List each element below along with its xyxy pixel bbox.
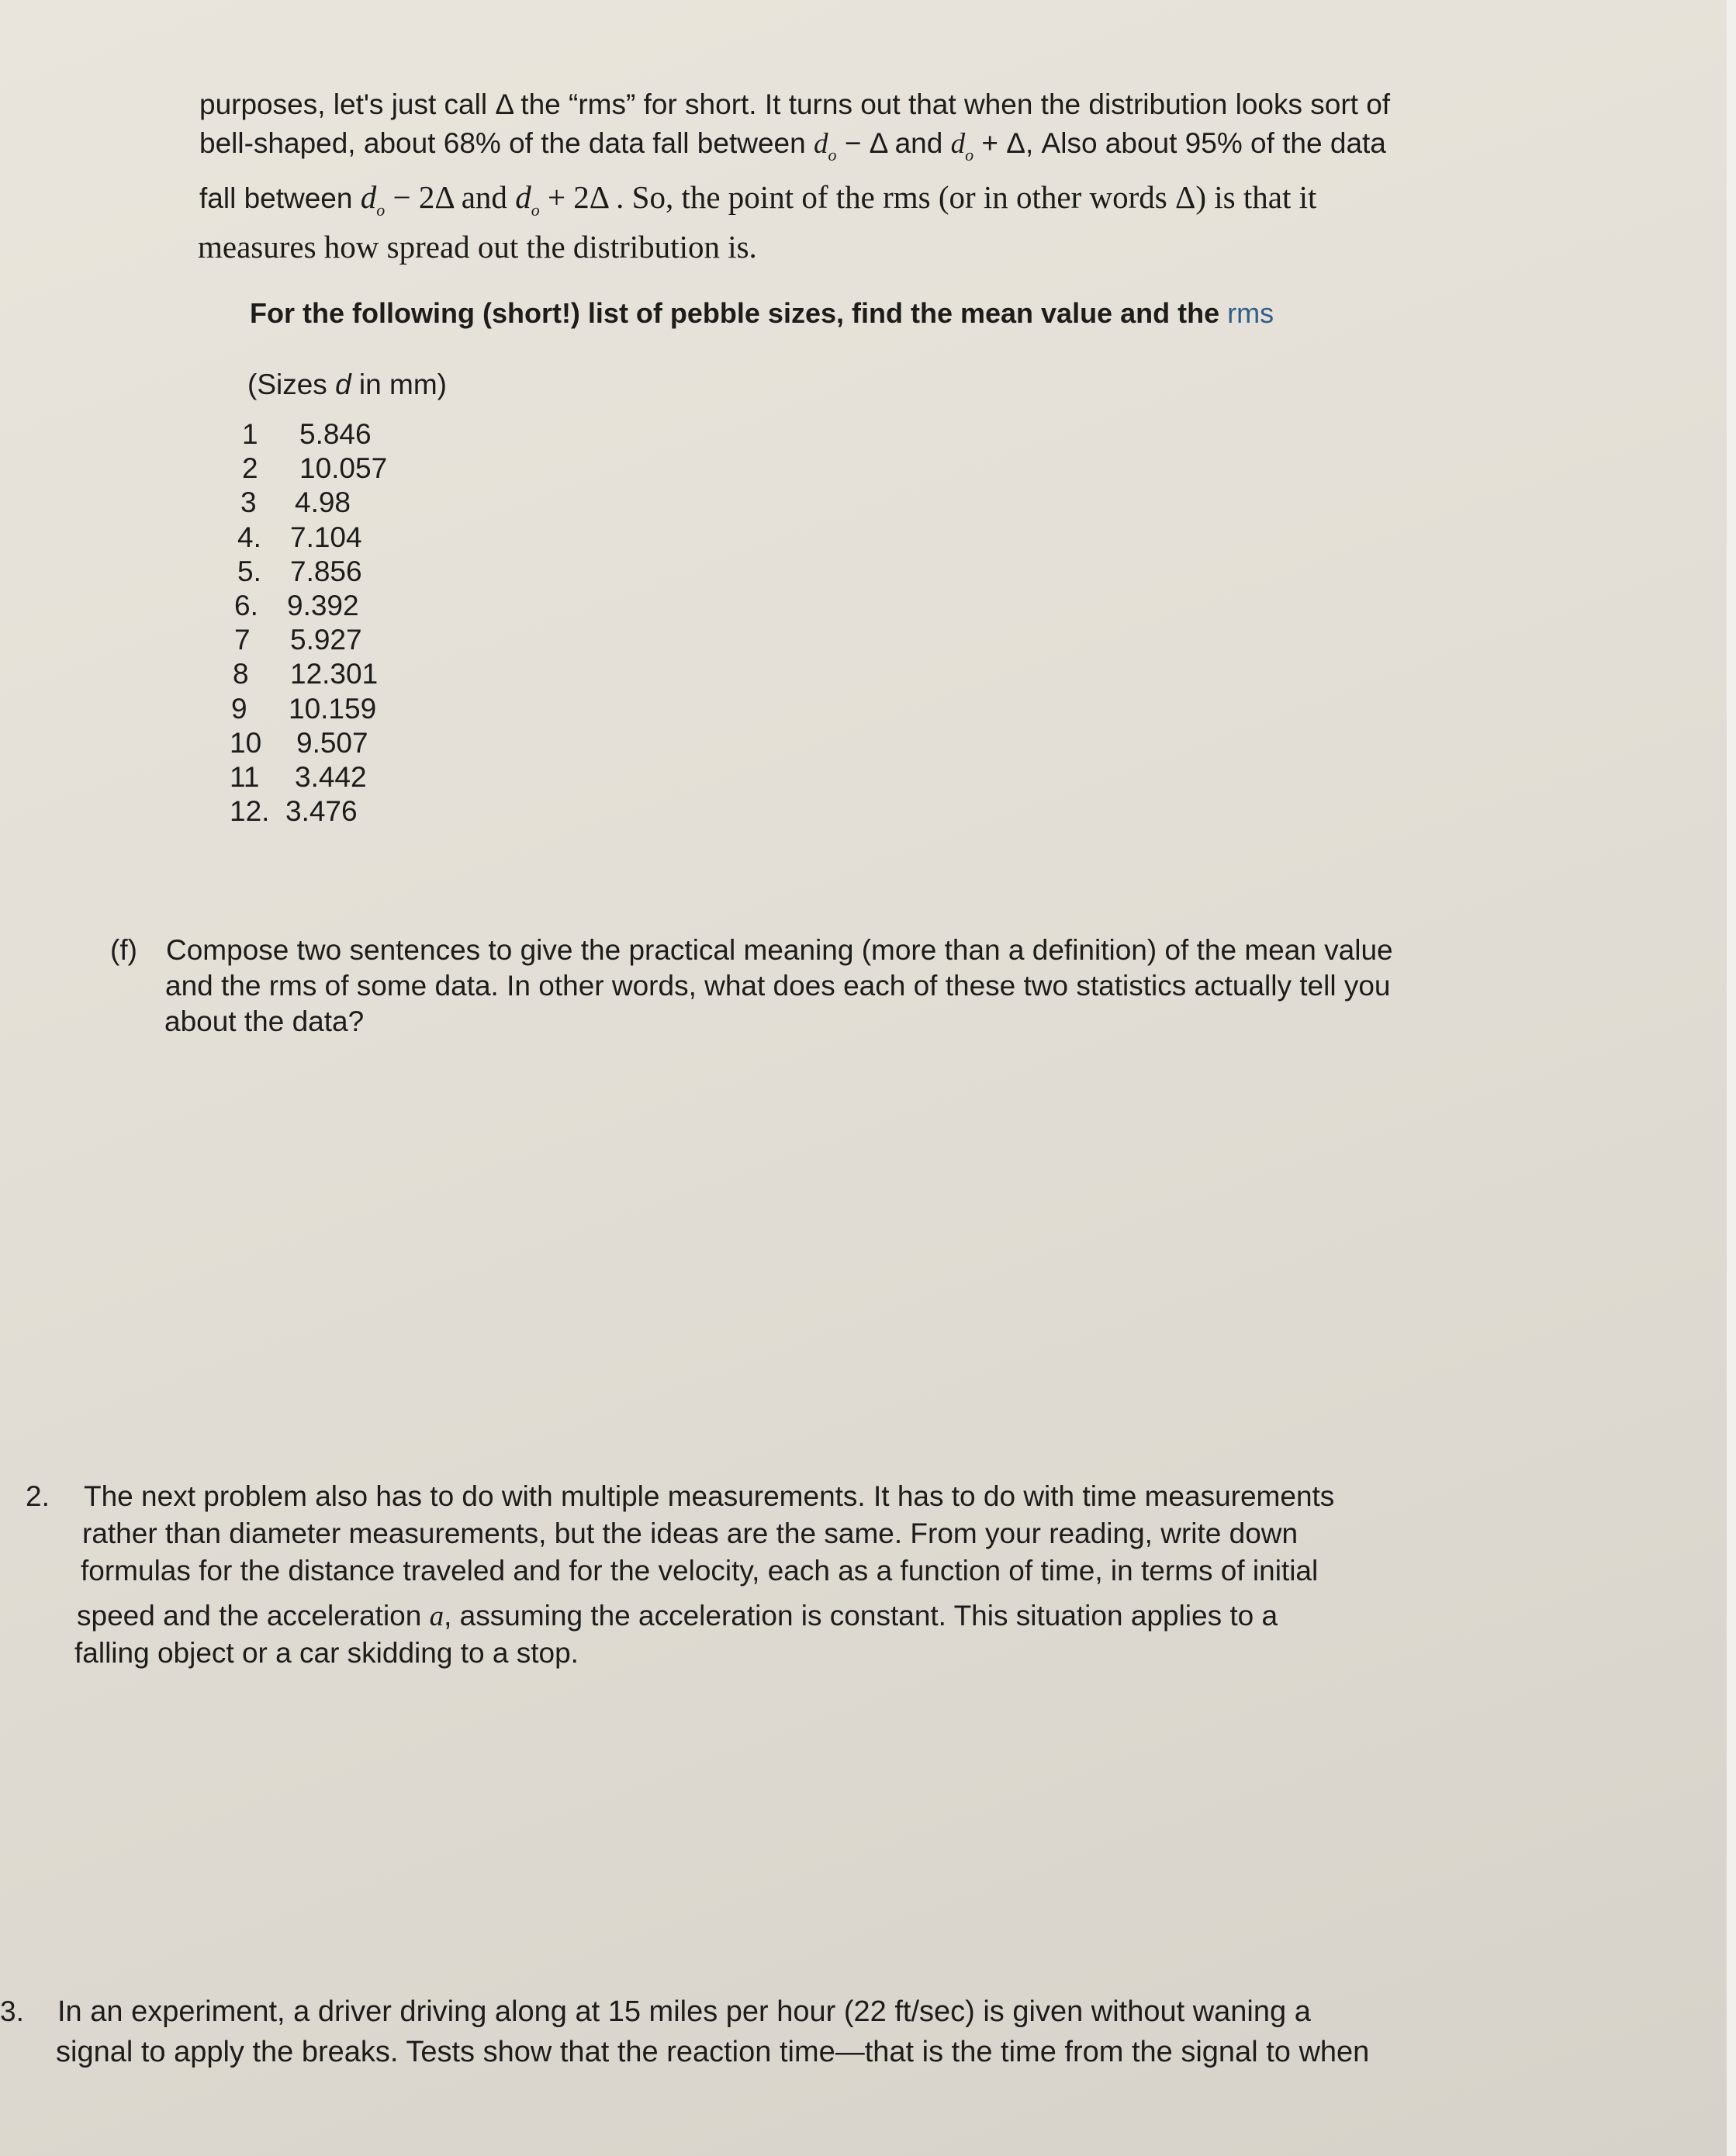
pebble-size: 3.442 [295,761,367,793]
pebble-index: 5. [237,555,261,587]
pebble-size: 9.392 [287,590,359,621]
text: in mm) [351,369,447,400]
math-d: d [813,128,828,160]
problem-2-line-2: rather than diameter measurements, but the ideas are the same. From your reading, write down [82,1518,1299,1549]
rms-term: rms [1227,297,1274,329]
intro-line-1: purposes, let's just call Δ the “rms” for short. It turns out that when the distribution looks sort of [199,88,1391,120]
pebble-index: 2 [242,452,258,485]
task-instruction [250,299,1274,327]
math-d: d [515,179,531,215]
units-label [247,370,447,399]
pebble-size: 3.476 [285,795,358,828]
pebble-index: 10 [230,726,262,759]
math-a: a [429,1601,444,1632]
problem-2-line-1: The next problem also has to do with multiple measurements. It has to do with time measurements [84,1480,1335,1512]
text: speed and the acceleration [77,1600,430,1632]
intro-line-2 [199,129,1386,164]
pebble-size: 10.057 [299,452,388,485]
pebble-size: 5.846 [299,418,372,450]
part-f-line-2: and the rms of some data. In other words, what does each of these two statistics actually tell you [165,970,1391,1002]
intro-line-4: measures how spread out the distribution is. [198,229,757,265]
pebble-index: 8 [233,658,249,690]
pebble-index: 6. [234,590,258,621]
text: bell-shaped, about 68% of the data fall between [199,127,814,159]
pebble-index: 11 [230,761,260,793]
pebble-size: 10.159 [289,692,377,725]
pebble-index: 1 [242,418,258,450]
pebble-index: 3 [240,486,257,519]
problem-3-line-2: signal to apply the breaks. Tests show that the reaction time—that is the time from the signal to when [56,2036,1370,2068]
part-f-label: (f) [110,934,137,966]
subscript: o [531,200,540,220]
problem-3-line-1: In an experiment, a driver driving along at 15 miles per hour (22 ft/sec) is given without waning a [57,1995,1311,2028]
pebble-size: 12.301 [290,658,379,690]
text: + 2Δ . So, the point of the rms (or in other words Δ) is that it [539,179,1317,215]
subscript: o [376,200,386,220]
part-f-line-3: about the data? [164,1005,365,1037]
problem-2-label: 2. [26,1480,50,1512]
text: + Δ, Also about 95% of the data [973,127,1386,159]
pebble-index: 12. [230,795,270,828]
pebble-index: 9 [231,692,247,725]
problem-2-line-3: formulas for the distance traveled and for the velocity, each as a function of time, in terms of initial [81,1555,1319,1587]
pebble-index: 7 [234,624,251,656]
math-d: d [950,128,966,160]
text: − 2Δ and [385,179,516,215]
math-d: d [335,369,351,400]
pebble-size: 7.856 [290,555,362,587]
subscript: o [965,145,974,164]
text: (Sizes [247,369,336,400]
problem-2-line-4 [77,1601,1278,1631]
pebble-size: 4.98 [295,486,351,519]
text: , assuming the acceleration is constant. This situation applies to a [444,1600,1278,1632]
pebble-index: 4. [237,521,261,553]
text: fall between [199,182,361,214]
text: − Δ and [836,127,951,159]
subscript: o [828,145,837,164]
problem-3-label: 3. [0,1995,24,2027]
intro-line-3 [199,179,1317,220]
pebble-size: 7.104 [290,521,362,553]
page-edge [1727,0,1736,2156]
part-f-line-1: Compose two sentences to give the practical meaning (more than a definition) of the mean value [166,934,1393,966]
problem-2-line-5: falling object or a car skidding to a stop. [74,1637,579,1669]
pebble-size: 5.927 [290,624,362,656]
text: For the following (short!) list of pebble sizes, find the mean value and the [250,297,1228,329]
math-d: d [360,179,377,215]
pebble-size: 9.507 [296,726,368,759]
